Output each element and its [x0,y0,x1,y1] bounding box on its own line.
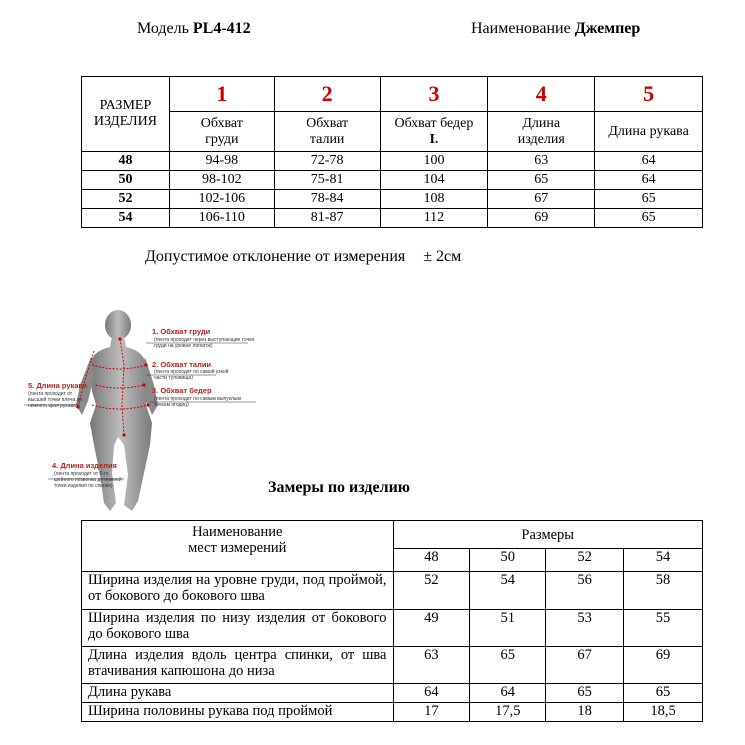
figure-label-sleeve: 5. Длина рукава [28,381,88,390]
measurements-title: Замеры по изделию [268,479,411,496]
col-header-line2: груди [205,131,239,147]
name-heading [471,20,640,38]
value-cell: 65 [595,190,703,209]
value-cell: 65 [470,647,546,684]
value-cell: 54 [470,572,546,610]
size-table [81,76,703,228]
size-corner-cell [82,77,170,152]
col-header-line2: талии [309,131,345,147]
col-number: 4 [488,77,595,112]
value-cell: 56 [546,572,624,610]
measurements-header-cell [82,521,394,572]
value-cell: 51 [470,610,546,647]
value-cell: 94-98 [169,152,274,171]
value-cell: 69 [624,647,703,684]
value-cell: 75-81 [274,171,380,190]
value-cell: 65 [546,684,624,703]
table-row [82,209,703,228]
corner-label-line1: РАЗМЕР [99,98,152,113]
value-cell: 108 [380,190,488,209]
value-cell: 17 [393,703,470,722]
tolerance-text: Допустимое отклонение от измерения [145,248,406,265]
value-cell: 65 [624,684,703,703]
value-cell: 112 [380,209,488,228]
col-header [380,112,488,152]
value-cell: 58 [624,572,703,610]
value-cell: 63 [393,647,470,684]
tolerance-note [145,248,461,266]
value-cell: 67 [488,190,595,209]
measurement-figure [20,305,280,515]
name-value: Джемпер [574,20,641,37]
size-cell: 50 [82,171,170,190]
figure-note-length: (лента проходит от 6-го шейного позвонка до нижней точки изделия по спинке) [54,471,122,489]
table-row [82,190,703,209]
value-cell: 98-102 [169,171,274,190]
measurement-label: Ширина изделия на уровне груди, под проймой, от бокового до бокового шва [82,572,394,610]
col-number: 3 [380,77,488,112]
size-cell: 48 [82,152,170,171]
size-cell: 54 [82,209,170,228]
value-cell: 55 [624,610,703,647]
value-cell: 78-84 [274,190,380,209]
col-number: 2 [274,77,380,112]
col-header-line1: Обхват [200,115,243,131]
value-cell: 69 [488,209,595,228]
figure-note-chest: (лента проходит через выступающие точки груди на уровне лопаток) [154,337,255,349]
tolerance-value: ± 2см [423,248,462,265]
measurement-label: Длина рукава [82,684,394,703]
col-header [274,112,380,152]
figure-label-length: 4. Длина изделия [52,461,117,470]
value-cell: 102-106 [169,190,274,209]
value-cell: 18,5 [624,703,703,722]
col-header-line1: Длина рукава [608,123,689,139]
value-cell: 65 [595,209,703,228]
value-cell: 53 [546,610,624,647]
figure-label-hips: 3. Обхват бедер [152,386,212,395]
value-cell: 67 [546,647,624,684]
value-cell: 106-110 [169,209,274,228]
figure-note-waist: (лента проходит по самой узкой части туловища) [154,369,229,381]
table-row [82,572,703,610]
name-label: Наименование [471,20,571,37]
col-header [488,112,595,152]
model-label: Модель [137,20,189,37]
header-label-line2: мест измерений [188,540,287,556]
table-row [82,684,703,703]
col-header [595,112,703,152]
value-cell: 81-87 [274,209,380,228]
col-header [169,112,274,152]
size-header-cell: 50 [470,549,546,572]
table-row [82,610,703,647]
figure-label-waist: 2. Обхват талии [152,360,212,369]
col-number: 5 [595,77,703,112]
measurements-table [81,520,703,722]
value-cell: 52 [393,572,470,610]
value-cell: 64 [470,684,546,703]
size-header-cell: 52 [546,549,624,572]
value-cell: 63 [488,152,595,171]
col-header-line1: Длина [522,115,561,131]
model-heading [137,20,251,38]
value-cell: 65 [488,171,595,190]
table-row [82,703,703,722]
figure-label-chest: 1. Обхват груди [152,327,211,336]
value-cell: 64 [595,152,703,171]
value-cell: 64 [393,684,470,703]
corner-label-line2: ИЗДЕЛИЯ [93,114,158,129]
table-row [82,171,703,190]
size-cell: 52 [82,190,170,209]
col-number: 1 [169,77,274,112]
figure-note-sleeve: (лента проходит от высшей точки плеча до нижнего края рукава) [28,391,83,409]
value-cell: 104 [380,171,488,190]
value-cell: 18 [546,703,624,722]
table-row [82,647,703,684]
value-cell: 100 [380,152,488,171]
col-header-line2: изделия [517,131,565,147]
size-header-cell: 54 [624,549,703,572]
model-value: PL4-412 [192,20,251,37]
col-header-line1: Обхват [306,115,349,131]
size-header-cell: 48 [393,549,470,572]
sizes-header: Размеры [393,521,703,549]
header-label-line1: Наименование [192,524,283,540]
measurement-label: Ширина изделия по низу изделия от бокового до бокового шва [82,610,394,647]
measurement-label: Ширина половины рукава под проймой [82,703,394,722]
value-cell: 17,5 [470,703,546,722]
table-row [82,152,703,171]
value-cell: 49 [393,610,470,647]
value-cell: 72-78 [274,152,380,171]
measurement-label: Длина изделия вдоль центра спинки, от шва втачивания капюшона до низа [82,647,394,684]
value-cell: 64 [595,171,703,190]
col-header-line1: Обхват бедер [394,115,474,131]
col-header-line2: I. [429,131,439,147]
figure-note-hips: (лента проходит по самым выпуклым точкам ягодиц) [154,396,241,408]
